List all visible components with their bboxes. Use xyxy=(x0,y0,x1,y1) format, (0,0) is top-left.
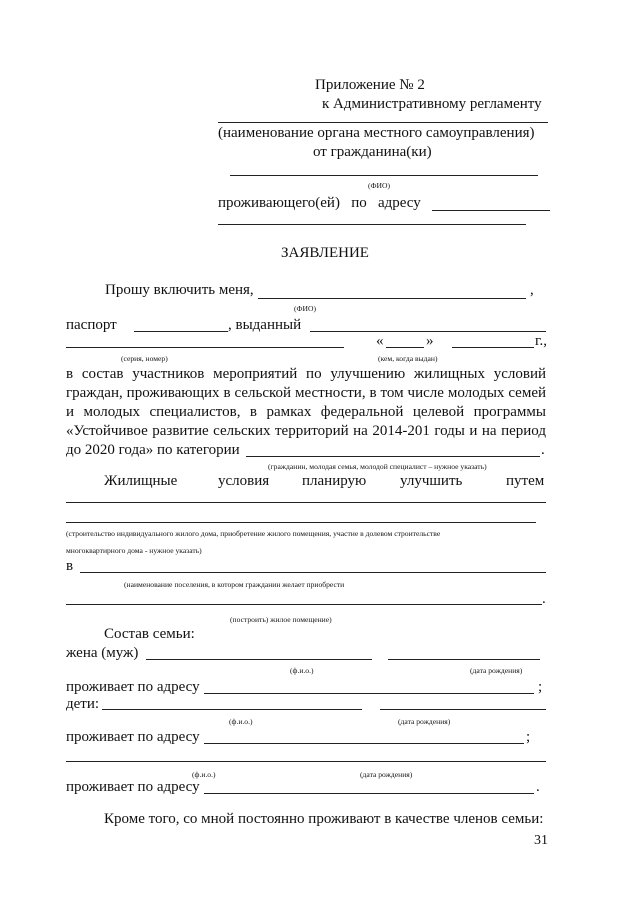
citizen-fio-line[interactable] xyxy=(230,175,538,176)
issuer-caption: (кем, когда выдан) xyxy=(378,354,438,363)
housing-method-line-1[interactable] xyxy=(66,502,546,503)
housing-word-3: планирую xyxy=(302,473,367,489)
issue-day-line[interactable] xyxy=(386,347,424,348)
child1-semicolon: ; xyxy=(526,729,531,745)
issue-month-line[interactable] xyxy=(452,347,534,348)
child1-fio-caption: (ф.и.о.) xyxy=(229,717,253,726)
address-line-1[interactable] xyxy=(432,210,550,211)
body-line-5: до 2020 года» по категории xyxy=(66,442,240,458)
child2-period: . xyxy=(536,779,540,795)
family-title: Состав семьи: xyxy=(104,626,195,642)
spouse-birthdate-caption: (дата рождения) xyxy=(470,666,523,675)
include-me-text: Прошу включить меня, xyxy=(105,282,254,298)
series-caption: (серия, номер) xyxy=(121,354,168,363)
housing-word-2: условия xyxy=(218,473,270,489)
authority-caption: (наименование органа местного самоуправления) xyxy=(218,125,535,141)
spouse-fio-caption: (ф.и.о.) xyxy=(290,666,314,675)
housing-word-5: путем xyxy=(506,473,545,489)
passport-number-line[interactable] xyxy=(134,331,228,332)
document-title: ЗАЯВЛЕНИЕ xyxy=(281,245,369,261)
spouse-fio-line[interactable] xyxy=(146,659,372,660)
spouse-birthdate-line[interactable] xyxy=(388,659,540,660)
fio-caption: (ФИО) xyxy=(368,181,391,190)
category-line[interactable] xyxy=(246,456,540,457)
body-line-1: в состав участников мероприятий по улучшению жилищных условий xyxy=(66,366,546,382)
spouse-label: жена (муж) xyxy=(66,645,139,661)
housing-method-line-2[interactable] xyxy=(66,522,536,523)
passport-extra-line[interactable] xyxy=(66,347,344,348)
regulation-reference: к Административному регламенту xyxy=(322,96,542,112)
child1-birthdate-line[interactable] xyxy=(380,709,546,710)
spouse-address-line[interactable] xyxy=(204,693,534,694)
from-citizen-label: от гражданина(ки) xyxy=(313,144,432,160)
body-line-2: граждан, проживающих в сельской местности, в том числе молодых семей xyxy=(66,385,546,401)
appendix-number: Приложение № 2 xyxy=(315,77,425,93)
child1-birthdate-caption: (дата рождения) xyxy=(398,717,451,726)
applicant-fio-line[interactable] xyxy=(258,298,526,299)
passport-label: паспорт xyxy=(66,317,117,333)
housing-word-1: Жилищные xyxy=(104,473,178,489)
child1-address-line[interactable] xyxy=(204,743,524,744)
address-line-2[interactable] xyxy=(218,224,526,225)
housing-word-4: улучшить xyxy=(400,473,463,489)
body-line-3: и молодых специалистов, в рамках федеральной целевой программы xyxy=(66,404,546,420)
child2-address-label: проживает по адресу xyxy=(66,779,200,795)
authority-name-line[interactable] xyxy=(218,122,548,123)
residing-label: проживающего(ей) по адресу xyxy=(218,195,421,211)
housing-method-caption-2: многоквартирного дома - нужное указать) xyxy=(66,546,202,555)
housing-method-caption-1: (строительство индивидуального жилого дома, приобретение жилого помещения, участие в долевом строительстве xyxy=(66,529,441,538)
open-quote: « xyxy=(376,333,384,349)
settlement-period: . xyxy=(542,591,546,607)
child2-fio-line[interactable] xyxy=(66,761,546,762)
issued-by-line[interactable] xyxy=(310,331,546,332)
issued-label: , выданный xyxy=(228,317,302,333)
settlement-line-2[interactable] xyxy=(66,604,542,605)
spouse-address-label: проживает по адресу xyxy=(66,679,200,695)
page-number: 31 xyxy=(534,833,548,848)
child1-address-label: проживает по адресу xyxy=(66,729,200,745)
close-quote: » xyxy=(426,333,434,349)
in-label: в xyxy=(66,558,74,574)
child1-fio-line[interactable] xyxy=(102,709,362,710)
category-caption: (гражданин, молодая семья, молодой специалист – нужное указать) xyxy=(268,462,487,471)
children-label: дети: xyxy=(66,696,100,712)
comma: , xyxy=(530,282,534,298)
child2-address-line[interactable] xyxy=(204,793,534,794)
settlement-caption: (наименование поселения, в котором гражданин желает приобрести xyxy=(124,580,345,589)
also-living-text: Кроме того, со мной постоянно проживают в качестве членов семьи: xyxy=(104,811,544,827)
spouse-semicolon: ; xyxy=(538,679,543,695)
category-period: . xyxy=(541,442,545,458)
applicant-fio-caption: (ФИО) xyxy=(294,304,317,313)
child2-fio-caption: (ф.и.о.) xyxy=(192,770,216,779)
child2-birthdate-caption: (дата рождения) xyxy=(360,770,413,779)
build-caption: (построить) жилое помещение) xyxy=(230,615,332,624)
body-line-4: «Устойчивое развитие сельских территорий на 2014-201 годы и на период xyxy=(66,423,546,439)
settlement-line[interactable] xyxy=(80,572,546,573)
year-suffix: г., xyxy=(535,333,547,349)
